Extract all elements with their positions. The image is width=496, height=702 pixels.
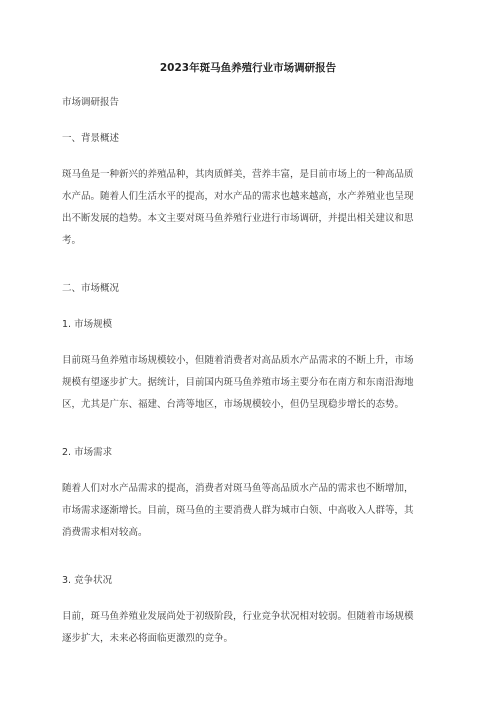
paragraph-line: 考。 xyxy=(62,235,82,246)
subsection-heading-market-demand: 2. 市场需求 xyxy=(62,447,113,458)
paragraph-line: 随着人们对水产品需求的提高，消费者对斑马鱼等高品质水产品的需求也不断增加， xyxy=(62,483,414,494)
subsection-heading-competition: 3. 竞争状况 xyxy=(62,575,113,586)
paragraph-line: 逐步扩大，未来必将面临更激烈的竞争。 xyxy=(62,633,234,644)
paragraph-line: 消费需求相对较高。 xyxy=(62,527,148,538)
paragraph-line: 水产品。随着人们生活水平的提高，对水产品的需求也越来越高，水产养殖业也呈现 xyxy=(62,191,414,202)
report-subtitle: 市场调研报告 xyxy=(62,97,120,108)
paragraph-line: 出不断发展的趋势。本文主要对斑马鱼养殖行业进行市场调研，并提出相关建议和思 xyxy=(62,213,414,224)
document-title: 2023年斑马鱼养殖行业市场调研报告 xyxy=(159,62,337,74)
paragraph-line: 规模有望逐步扩大。据统计，目前国内斑马鱼养殖市场主要分布在南方和东南沿海地 xyxy=(62,377,414,388)
paragraph-line: 目前斑马鱼养殖市场规模较小，但随着消费者对高品质水产品需求的不断上升，市场 xyxy=(62,355,414,366)
paragraph-line: 斑马鱼是一种新兴的养殖品种，其肉质鲜美，营养丰富，是目前市场上的一种高品质 xyxy=(62,169,414,180)
section-heading-background: 一、背景概述 xyxy=(62,133,120,144)
paragraph-line: 目前，斑马鱼养殖业发展尚处于初级阶段，行业竞争状况相对较弱。但随着市场规模 xyxy=(62,611,414,622)
subsection-heading-market-size: 1. 市场规模 xyxy=(62,319,113,330)
section-heading-market-overview: 二、市场概况 xyxy=(62,283,120,294)
paragraph-line: 市场需求逐渐增长。目前，斑马鱼的主要消费人群为城市白领、中高收入人群等，其 xyxy=(62,505,414,516)
paragraph-line: 区，尤其是广东、福建、台湾等地区，市场规模较小，但仍呈现稳步增长的态势。 xyxy=(62,399,405,410)
